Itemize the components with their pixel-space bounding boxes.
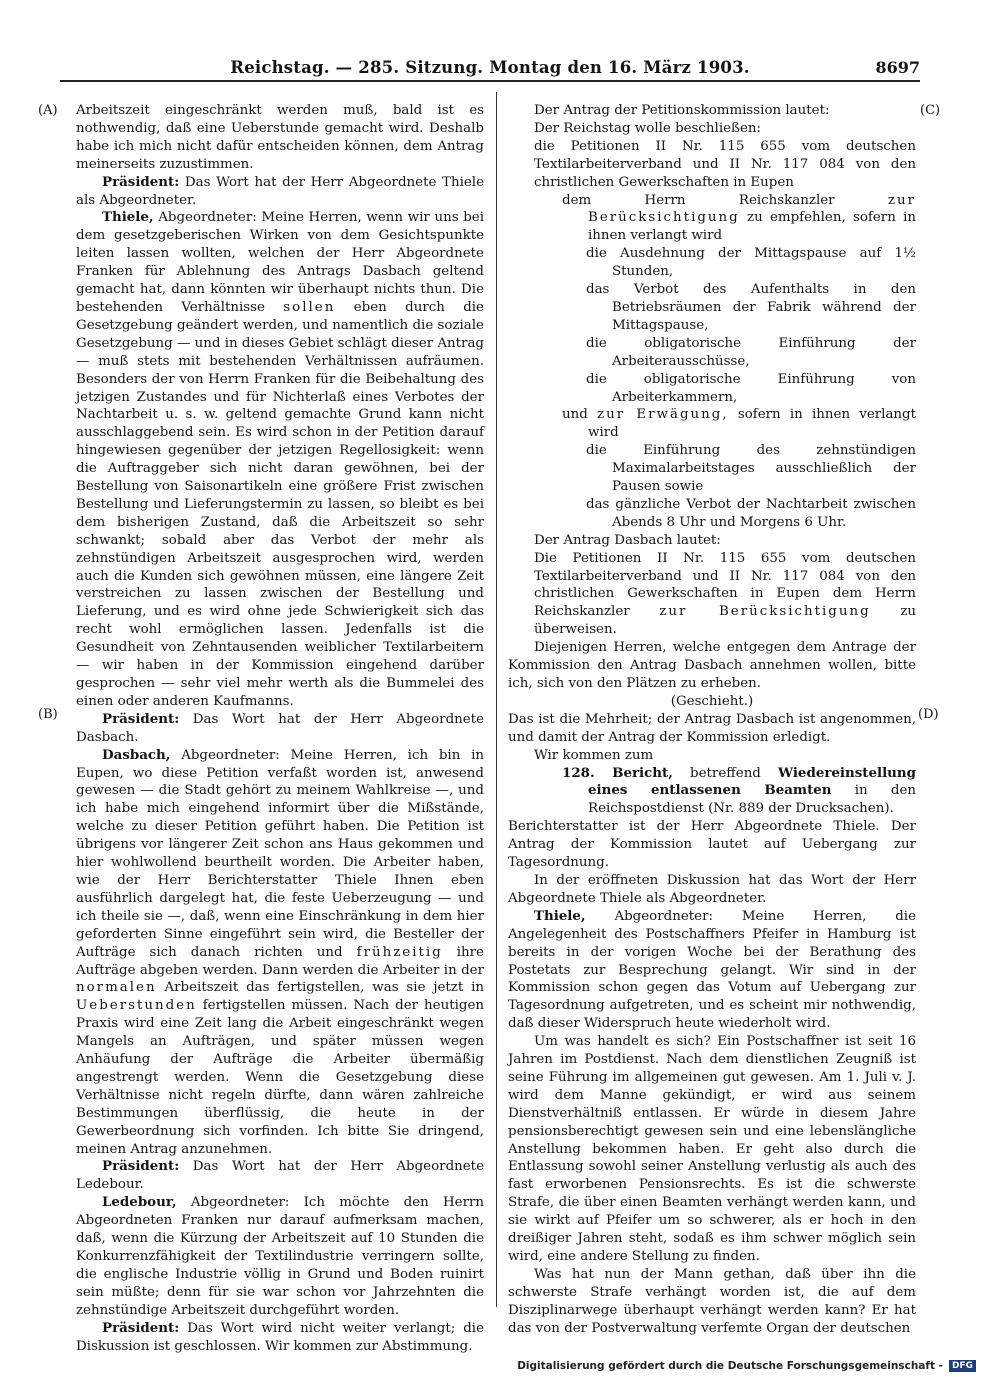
paragraph (508, 908, 916, 1033)
motion-line (508, 192, 916, 246)
stage-direction: (Geschieht.) (670, 693, 754, 709)
paragraph: Der Antrag der Petitionskommission lautet: (534, 103, 830, 118)
motion-text: Die Petitionen II Nr. 115 655 vom deutschen Textilarbeiterverband und II Nr. 117 084 von den christlichen Gewerkschaften in Eupen dem Herrn Reichskanzler (534, 550, 916, 620)
motion-item: die obligatorische Einführung von Arbeiterkammern, (586, 371, 916, 405)
speaker-name: Präsident: (102, 173, 180, 190)
speaker-name: Präsident: (102, 1319, 180, 1336)
speech-text: Abgeordneter: Ich möchte den Herrn Abgeordneten Franken nur darauf aufmerksam machen, daß, wenn die Kürzung der Arbeitszeit auf 10 Stunden die Konkurrenzfähigkeit der Textilindustrie verringern sollte, die englische Industrie völlig in Grund und Boden ruinirt sein müßte; denn für sie war schon vor Jahrzehnten die zehnstündige Arbeitszeit durchgeführt worden. (76, 1195, 484, 1318)
emphasis-text: Ueberstunden (76, 998, 197, 1014)
page-number: 8697 (875, 58, 920, 77)
column-divider (496, 92, 497, 1307)
motion-item: die Einführung des zehnstündigen Maximalarbeitstages ausschließlich der Pausen sowie (586, 443, 916, 495)
speech-text: Das Wort hat der Herr Abgeordnete Thiele als Abgeordneter. (76, 174, 484, 208)
motion-item: die obligatorische Einführung der Arbeiterausschüsse, (586, 335, 916, 369)
speech-text: Abgeordneter: Meine Herren, wenn wir uns bei dem gesetzgeberischen Wirken von dem Gesichtspunkte leiten lassen wollten, welchen der Herr Abgeordnete Franken für Ablehnung des Antrags Dasbach geltend gemacht hat, dann könnten wir überhaupt nichts thun. Die bestehenden Verhältnisse (76, 210, 484, 315)
agenda-text: betreffend (690, 765, 761, 781)
motion-line: die Petitionen II Nr. 115 655 vom deutschen Textilarbeiterverband und II Nr. 117 084 von den christlichen Gewerkschaften in Eupen (534, 138, 916, 190)
agenda-item (508, 765, 916, 819)
motion-item: das Verbot des Aufenthalts in den Betriebsräumen der Fabrik während der Mittagspause, (586, 282, 916, 333)
emphasis-text: zur Erwägung, (597, 407, 729, 423)
right-column (508, 102, 916, 1338)
emphasis-text: normalen (76, 980, 157, 996)
page-header (60, 58, 920, 82)
report-subject: Wiedereinstellung eines entlassenen Beamten (588, 764, 916, 799)
margin-letter-d: (D) (918, 707, 939, 722)
margin-letter-c: (C) (920, 103, 941, 118)
speech-text: eben durch die Gesetzgebung geändert werden, und namentlich die soziale Gesetzgebung — und in dieses Gebiet schlägt dieser Antrag — muß stets mit bestehenden Verhältnissen aufräumen. Besonders der von Herrn Franken für die Beibehaltung des jetzigen Zustandes und für Nichterlaß eines Verbotes der Nachtarbeit u. s. w. geltend gemachte Grund kann nicht ausschlaggebend sein. Es wird schon in der Petition darauf hingewiesen gegenüber der jetzigen Regellosigkeit: wenn die Auftraggeber sich nicht daran gewöhnen, bei der Bestellung von Saisonartikeln eine größere Frist zwischen Bestellung und Lieferungstermin zu lassen, so bleibt es bei dem bisherigen Zustand, daß die Arbeitszeit so sehr schwankt; sobald aber das Verbot der mehr als zehnstündigen Arbeitszeit ausgesprochen wird, werden auch die Kunden sich gewöhnen müssen, eine längere Zeit verstreichen zu lassen zwischen der Bestellung und Lieferung, und es wird ohne jede Schwierigkeit sich das recht wohl ermöglichen lassen. Jedenfalls ist die Gesundheit von Zehntausenden weiblicher Textilarbeitern — wir haben in der Kommission eingehend darüber gesprochen — sehr viel mehr werth als die Bummelei des einen oder anderen Kaufmanns. (76, 299, 484, 709)
paragraph: Berichterstatter ist der Herr Abgeordnete Thiele. Der Antrag der Kommission lautet auf Uebergang zur Tagesordnung. (508, 819, 916, 871)
paragraph: Arbeitszeit eingeschränkt werden muß, bald ist es nothwendig, daß eine Ueberstunde gemacht wird. Deshalb habe ich mich nicht dafür entscheiden können, dem Antrag meinerseits zuzustimmen. (76, 103, 484, 172)
speech-text: Arbeitszeit das fertigstellen, was sie jetzt in (164, 980, 484, 996)
paragraph (76, 711, 484, 747)
running-title: Reichstag. — 285. Sitzung. Montag den 16. März 1903. (230, 58, 750, 77)
motion-item: das gänzliche Verbot der Nachtarbeit zwischen Abends 8 Uhr und Morgens 6 Uhr. (586, 496, 916, 530)
report-number: 128. Bericht, (562, 764, 673, 781)
paragraph (76, 209, 484, 710)
speech-text: Das Wort wird nicht weiter verlangt; die Diskussion ist geschlossen. Wir kommen zur Abstimmung. (76, 1320, 484, 1354)
paragraph: Das ist die Mehrheit; der Antrag Dasbach ist angenommen, und damit der Antrag der Kommission erledigt. (508, 711, 916, 745)
footer-text: Digitalisierung gefördert durch die Deutsche Forschungsgemeinschaft - (517, 1360, 943, 1372)
paragraph: Wir kommen zum (534, 747, 654, 763)
speaker-name: Präsident: (102, 1158, 180, 1175)
speaker-name: Dasbach, (102, 746, 171, 763)
paragraph: In der eröffneten Diskussion hat das Wort der Herr Abgeordnete Thiele als Abgeordneter. (508, 872, 916, 906)
motion-item: die Ausdehnung der Mittagspause auf 1½ Stunden, (586, 246, 916, 280)
margin-letter-b: (B) (38, 707, 58, 722)
emphasis-text: zur Berücksichtigung (659, 604, 871, 620)
digitization-footer (517, 1360, 976, 1372)
motion-text: und (562, 407, 588, 423)
paragraph (76, 1194, 484, 1319)
speech-text: ihre Aufträge abgeben werden. Dann werden die Arbeiter in der (76, 944, 484, 978)
motion-line (508, 550, 916, 640)
speaker-name: Thiele, (102, 209, 154, 226)
paragraph: Diejenigen Herren, welche entgegen dem Antrage der Kommission den Antrag Dasbach annehmen wollen, bitte ich, sich von den Plätzen zu erheben. (508, 640, 916, 691)
motion-text: sofern in ihnen verlangt wird (588, 407, 917, 441)
motion-line: Der Reichstag wolle beschließen: (534, 120, 762, 136)
paragraph (76, 1320, 484, 1356)
paragraph: Um was handelt es sich? Ein Postschaffner ist seit 16 Jahren im Postdienst. Nach dem dienstlichen Zeugniß ist seine Führung im allgemeinen gut gewesen. Am 1. Juli v. J. wird dem Manne gekündigt, er wird aus seinem Dienstverhältniß entlassen. Er würde in diesem Jahre pensionsberechtigt gewesen sein und eine lebenslängliche Anstellung bekommen haben. Er geht also durch die Entlassung sowohl seiner Anstellung verlustig als auch des fast erworbenen Pensionsrechts. Es ist die schwerste Strafe, die über einen Beamten verhängt werden kann, und sie wirkt auf Pfeifer um so schwerer, als er hoch in den dreißiger Jahren steht, sodaß es ihm schwer möglich sein wird, eine andere Stellung zu finden. (508, 1034, 916, 1264)
emphasis-text: zur Berücksichtigung (588, 192, 916, 226)
emphasis-text: sollen (283, 299, 336, 315)
paragraph: Was hat nun der Mann gethan, daß über ihn die schwerste Strafe verhängt worden ist, die auf dem Disziplinarwege überhaupt verhängt werden kann? Er hat das von der Postverwaltung verfemte Organ der deutschen (508, 1266, 916, 1336)
emphasis-text: frühzeitig (356, 944, 443, 960)
speech-text: Abgeordneter: Meine Herren, die Angelegenheit des Postschaffners Pfeifer in Hamburg ist bereits in der vorigen Woche bei der Berathung des Postetats zur Besprechung gelangt. Wir sind in der Kommission schon gegen das Votum auf Uebergang zur Tagesordnung aufgetreten, und es scheint mir nothwendig, daß dieser Widerspruch heute wiederholt wird. (508, 908, 916, 1032)
speech-text: Abgeordneter: Meine Herren, ich bin in Eupen, wo diese Petition verfaßt worden ist, anwesend gewesen — die Stadt gehört zu meinem Wahlkreise —, und ich habe mich eingehend informirt über die Mißstände, welche zu dieser Petition geführt haben. Die Petition ist übrigens vor längerer Zeit schon ans Haus gekommen und hier wohlwollend beurtheilt worden. Die Arbeiter haben, wie der Herr Berichterstatter Thiele Ihnen eben ausführlich dargelegt hat, die feste Ueberzeugung — und ich theile sie —, daß, wenn eine Einschränkung in dem hier geforderten Sinne eingeführt sein wird, die Besteller der Aufträge sich danach richten und (76, 747, 484, 960)
speech-text: Das Wort hat der Herr Abgeordnete Ledebour. (76, 1159, 484, 1193)
left-column (76, 102, 484, 1355)
speaker-name: Ledebour, (102, 1194, 177, 1211)
motion-text: dem Herrn Reichskanzler (562, 192, 835, 208)
speech-text: Das Wort hat der Herr Abgeordnete Dasbach. (76, 711, 484, 745)
dfg-logo: DFG (949, 1360, 976, 1372)
margin-letter-a: (A) (38, 103, 58, 118)
paragraph: Der Antrag Dasbach lautet: (534, 532, 721, 548)
motion-line (508, 406, 916, 442)
motion-text: zu empfehlen, sofern in ihnen verlangt wird (588, 210, 916, 244)
speech-text: fertigstellen müssen. Nach der heutigen Praxis wird eine Zeit lang die Arbeit eingeschränkt wegen Mangels an Aufträgen, und später müssen wegen Anhäufung der Aufträge die Arbeiter übermäßig angestrengt werden. Wenn die Gesetzgebung diese Verhältnisse nicht regeln dürfte, dann wären zahlreiche Bestimmungen überflüssig, die heute in der Gewerbeordnung sich vorfinden. Ich bitte Sie dringend, meinen Antrag anzunehmen. (76, 998, 484, 1157)
motion-text: zu überweisen. (534, 604, 916, 638)
paragraph (76, 1158, 484, 1194)
speaker-name: Präsident: (102, 710, 180, 727)
agenda-text: in den Reichspostdienst (Nr. 889 der Drucksachen). (588, 783, 916, 817)
paragraph (76, 174, 484, 210)
paragraph (76, 747, 484, 1159)
speaker-name: Thiele, (534, 907, 586, 924)
